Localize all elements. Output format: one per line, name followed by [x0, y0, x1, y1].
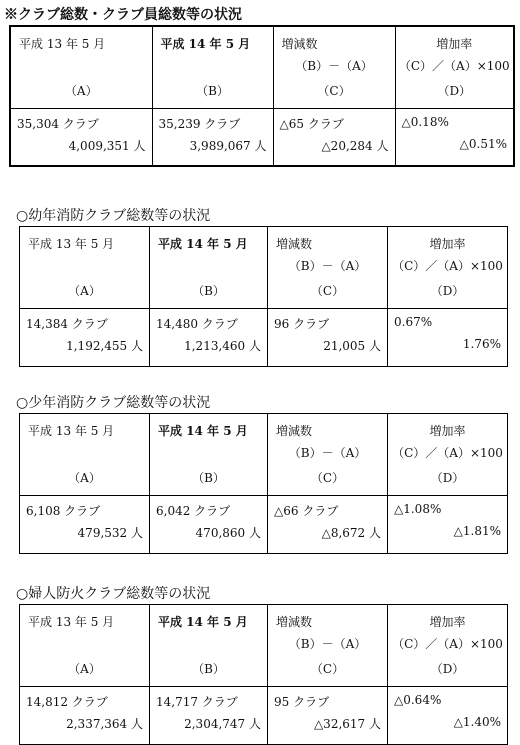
- table-row: [20, 687, 508, 745]
- section-title-youth: ○幼年消防クラブ総数等の状況: [16, 208, 211, 224]
- table-header-row: [20, 605, 508, 687]
- cell-d: △0.18% △0.51%: [395, 108, 514, 166]
- table-row: [20, 309, 508, 367]
- section-title-women: ○婦人防火クラブ総数等の状況: [16, 586, 211, 602]
- cell-b: 14,480 クラブ 1,213,460 人: [150, 309, 268, 367]
- cell-d: △1.08% △1.81%: [388, 496, 508, 554]
- header-cell-d: 増加率 （C）／（A）×100 （D）: [388, 414, 508, 496]
- cell-d: △0.64% △1.40%: [388, 687, 508, 745]
- cell-b: 14,717 クラブ 2,304,747 人: [150, 687, 268, 745]
- cell-c: △66 クラブ △8,672 人: [268, 496, 388, 554]
- table-junior: [19, 413, 508, 554]
- header-cell-a: 平成 13 年 5 月 （A）: [10, 26, 152, 108]
- header-cell-b: 平成 14 年 5 月 （B）: [150, 414, 268, 496]
- header-cell-c: 増減数 （B）－（A） （C）: [268, 227, 388, 309]
- cell-b: 35,239 クラブ 3,989,067 人: [152, 108, 273, 166]
- table-header-row: [20, 227, 508, 309]
- table-header-row: [10, 26, 514, 108]
- cell-c: 96 クラブ 21,005 人: [268, 309, 388, 367]
- cell-a: 14,384 クラブ 1,192,455 人: [20, 309, 150, 367]
- section-title-total: ※クラブ総数・クラブ員総数等の状況: [4, 7, 242, 23]
- cell-c: 95 クラブ △32,617 人: [268, 687, 388, 745]
- table-youth: [19, 226, 508, 367]
- table-women: [19, 604, 508, 745]
- cell-a: 35,304 クラブ 4,009,351 人: [10, 108, 152, 166]
- cell-a: 14,812 クラブ 2,337,364 人: [20, 687, 150, 745]
- header-cell-b: 平成 14 年 5 月 （B）: [152, 26, 273, 108]
- header-cell-c: 増減数 （B）－（A） （C）: [268, 414, 388, 496]
- table-header-row: [20, 414, 508, 496]
- header-cell-b: 平成 14 年 5 月 （B）: [150, 227, 268, 309]
- header-cell-a: 平成 13 年 5 月 （A）: [20, 414, 150, 496]
- header-cell-c: 増減数 （B）－（A） （C）: [273, 26, 395, 108]
- header-cell-a: 平成 13 年 5 月 （A）: [20, 605, 150, 687]
- header-cell-b: 平成 14 年 5 月 （B）: [150, 605, 268, 687]
- cell-d: 0.67% 1.76%: [388, 309, 508, 367]
- header-cell-d: 増加率 （C）／（A）×100 （D）: [388, 605, 508, 687]
- table-row: [20, 496, 508, 554]
- header-cell-d: 増加率 （C）／（A）×100 （D）: [388, 227, 508, 309]
- header-cell-d: 増加率 （C）／（A）×100 （D）: [395, 26, 514, 108]
- table-total: [9, 25, 515, 167]
- cell-a: 6,108 クラブ 479,532 人: [20, 496, 150, 554]
- header-cell-c: 増減数 （B）－（A） （C）: [268, 605, 388, 687]
- header-cell-a: 平成 13 年 5 月 （A）: [20, 227, 150, 309]
- cell-b: 6,042 クラブ 470,860 人: [150, 496, 268, 554]
- table-row: [10, 108, 514, 166]
- section-title-junior: ○少年消防クラブ総数等の状況: [16, 395, 211, 411]
- cell-c: △65 クラブ △20,284 人: [273, 108, 395, 166]
